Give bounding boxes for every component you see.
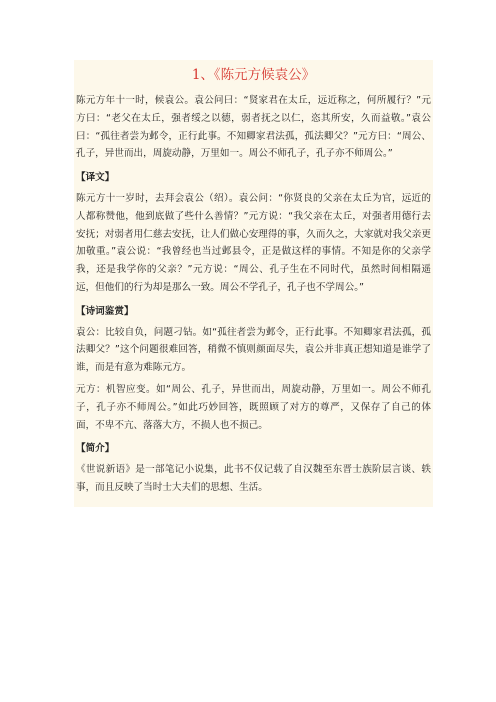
section-heading-translation: 【译文】	[76, 172, 115, 184]
document-content-panel	[74, 60, 433, 507]
introduction-paragraph: 《世说新语》是一部笔记小说集，此书不仅记载了自汉魏至东晋士族阶层言谈、轶事，而且反映了当时士大夫们的思想、生活。	[76, 464, 431, 493]
section-heading-introduction: 【简介】	[76, 443, 115, 455]
appreciation-paragraph-yuangong: 袁公：比较自负，问题刁钻。如“孤往者尝为邺令，正行此事。不知卿家君法孤，孤法卿父？”这个问题很难回答，稍微不慎则颜面尽失，袁公并非真正想知道是谁学了谁，而是有意为难陈元方。	[76, 326, 431, 374]
original-text-paragraph: 陈元方年十一时，候袁公。袁公问曰：“贤家君在太丘，远近称之，何所履行？”元方曰：“老父在太丘，强者绥之以德，弱者抚之以仁，恣其所安，久而益敬。”袁公曰：“孤往者尝为邺令，正行此事。不知卿家君法孤，孤法卿父？”元方曰：“周公、孔子，异世而出，周旋动静，万里如一。周公不师孔子，孔子亦不师周公。”	[76, 95, 431, 160]
section-heading-appreciation: 【诗词鉴赏】	[76, 305, 134, 317]
appreciation-paragraph-yuanfang: 元方：机智应变。如“周公、孔子，异世而出，周旋动静，万里如一。周公不师孔子，孔子亦不师周公。”如此巧妙回答，既照顾了对方的尊严，又保存了自己的体面，不卑不亢、落落大方，不损人也不损己。	[76, 383, 431, 431]
document-title: 1、《陈元方候袁公》	[191, 67, 316, 83]
translation-paragraph: 陈元方十一岁时，去拜会袁公（绍）。袁公问：“你贤良的父亲在太丘为官，远近的人都称赞他，他到底做了些什么善情？”元方说：“我父亲在太丘，对强者用德行去安抚；对弱者用仁慈去安抚，让人们做心安理得的事，久而久之，大家就对我父亲更加敬重。”袁公说：“我曾经也当过邺县令，正是做这样的事情。不知是你的父亲学我，还是我学你的父亲？”元方说：“周公、孔子生在不同时代，虽然时间相隔遥远，但他们的行为却是那么一致。周公不学孔子，孔子也不学周公。”	[76, 192, 431, 293]
